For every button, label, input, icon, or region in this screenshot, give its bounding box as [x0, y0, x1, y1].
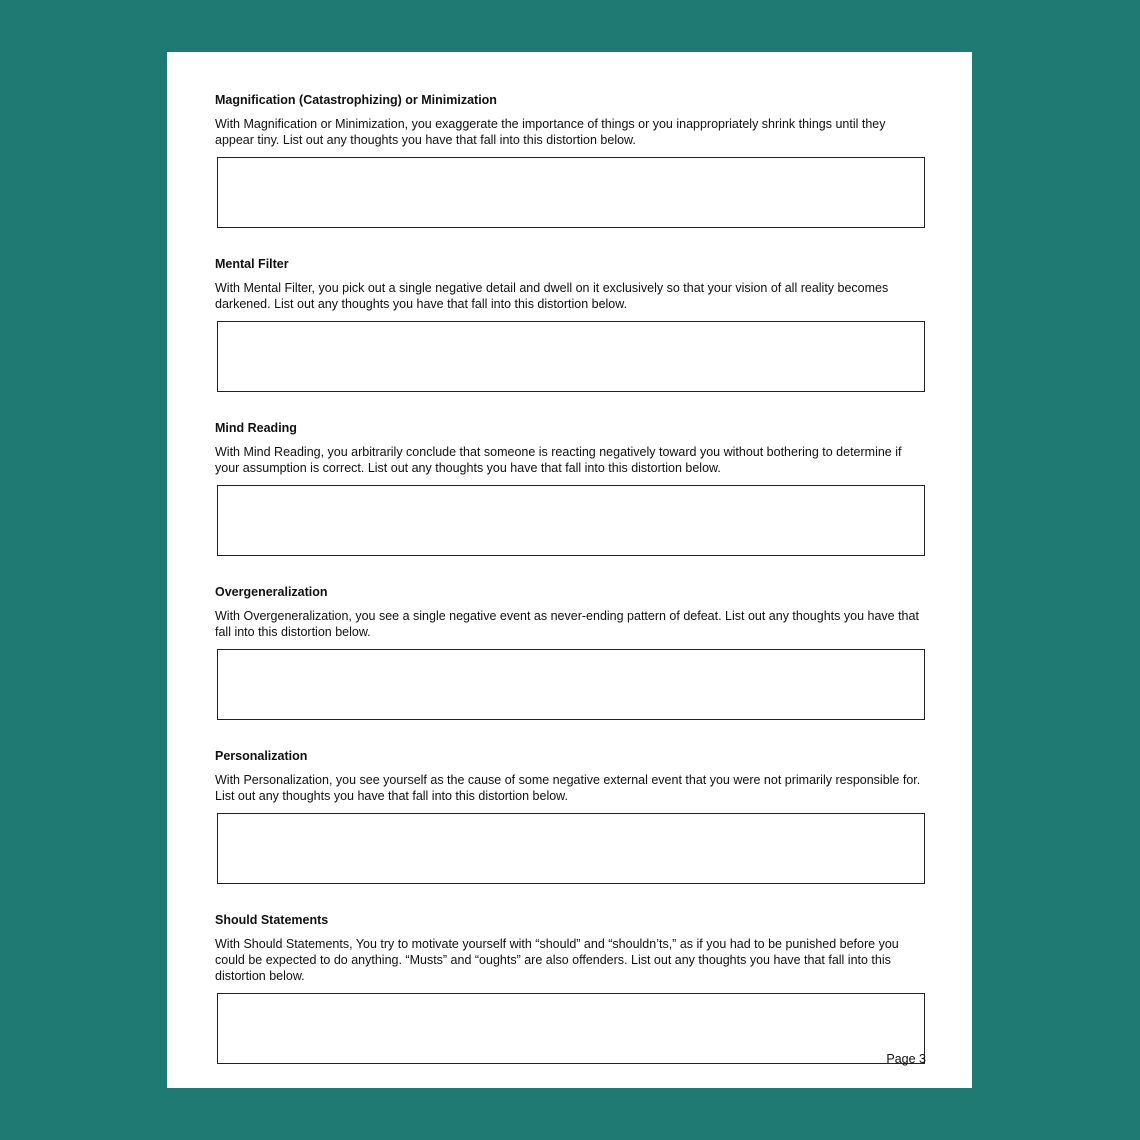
magnification-answer-box[interactable]: [217, 157, 925, 228]
section-overgeneralization: [215, 584, 927, 720]
section-title: Personalization: [215, 749, 308, 763]
section-description: With Overgeneralization, you see a single negative event as never-ending pattern of defeat. List out any thoughts you have that fall into this distortion below.: [215, 609, 919, 639]
mind-reading-answer-box[interactable]: [217, 485, 925, 556]
section-spacer: [215, 556, 927, 584]
section-description: With Magnification or Minimization, you exaggerate the importance of things or you inappropriately shrink things until they appear tiny. List out any thoughts you have that fall into this distortion below.: [215, 117, 886, 147]
section-spacer: [215, 228, 927, 256]
section-description: With Mind Reading, you arbitrarily conclude that someone is reacting negatively toward you without bothering to determine if your assumption is correct. List out any thoughts you have that fall into this distortion below.: [215, 445, 902, 475]
overgeneralization-answer-box[interactable]: [217, 649, 925, 720]
should-statements-answer-box[interactable]: [217, 993, 925, 1064]
section-spacer: [215, 392, 927, 420]
section-description: With Personalization, you see yourself as the cause of some negative external event that you were not primarily responsible for. List out any thoughts you have that fall into this distortion below.: [215, 773, 921, 803]
section-spacer: [215, 720, 927, 748]
personalization-answer-box[interactable]: [217, 813, 925, 884]
page-number: Page 3: [886, 1052, 926, 1066]
section-personalization: [215, 748, 927, 884]
section-should-statements: [215, 912, 927, 1064]
worksheet-page: [167, 52, 972, 1088]
worksheet-content: [215, 92, 927, 1064]
section-spacer: [215, 884, 927, 912]
section-description: With Mental Filter, you pick out a single negative detail and dwell on it exclusively so that your vision of all reality becomes darkened. List out any thoughts you have that fall into this distortion below.: [215, 281, 889, 311]
mental-filter-answer-box[interactable]: [217, 321, 925, 392]
section-title: Mind Reading: [215, 421, 297, 435]
section-title: Magnification (Catastrophizing) or Minimization: [215, 93, 497, 107]
section-title: Mental Filter: [215, 257, 289, 271]
section-mind-reading: [215, 420, 927, 556]
section-title: Overgeneralization: [215, 585, 328, 599]
section-title: Should Statements: [215, 913, 329, 927]
section-description: With Should Statements, You try to motivate yourself with “should” and “shouldn’ts,” as if you had to be punished before you could be expected to do anything. “Musts” and “oughts” are also offenders. List out any thoughts you have that fall into this distortion below.: [215, 937, 899, 983]
section-mental-filter: [215, 256, 927, 392]
section-magnification: [215, 92, 927, 228]
